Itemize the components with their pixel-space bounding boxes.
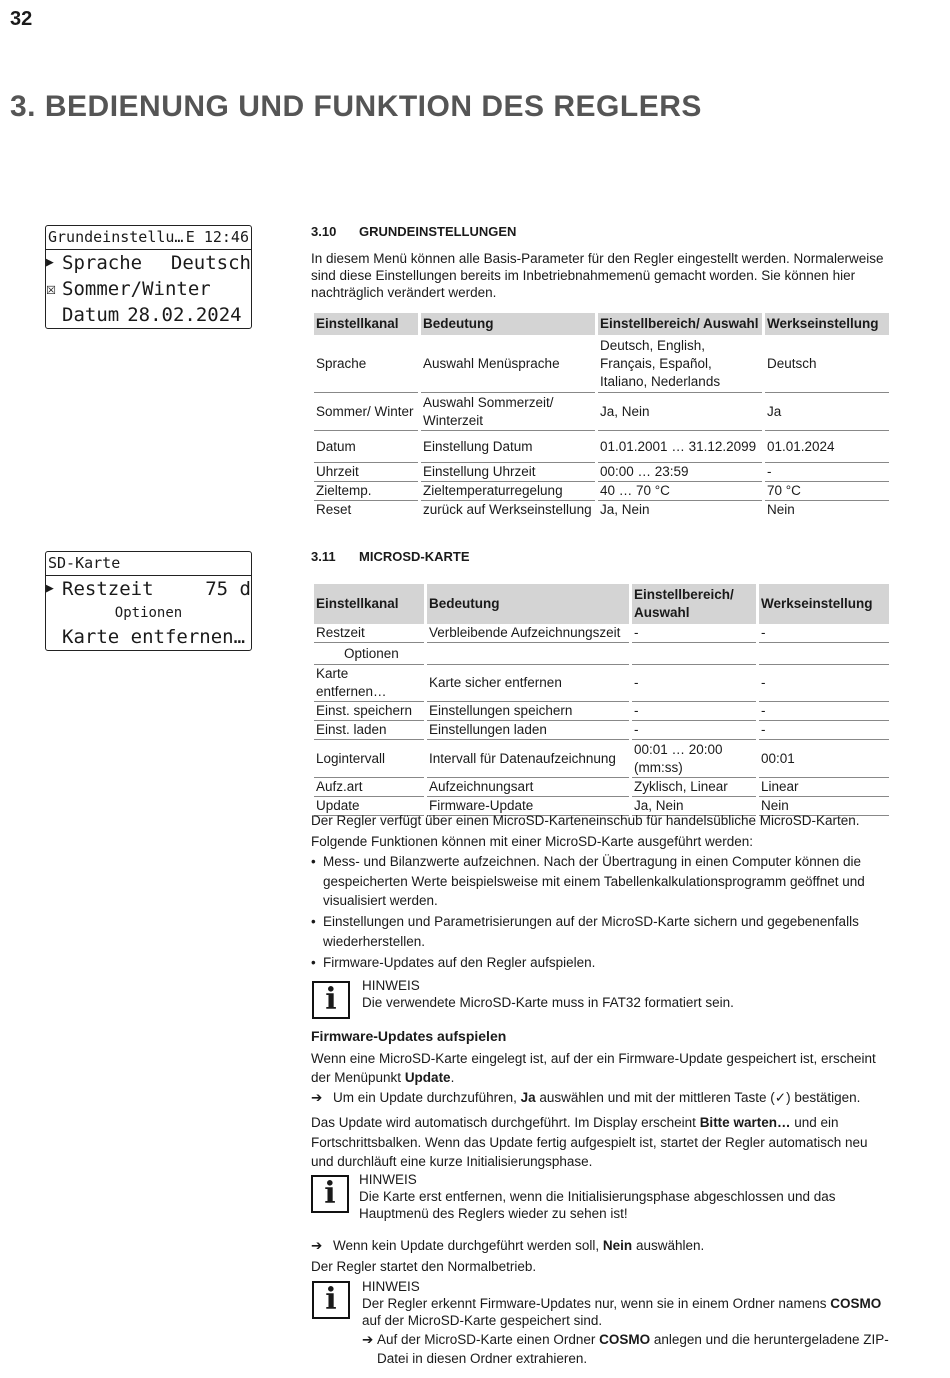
- table-cell: Zieltemp.: [314, 482, 418, 501]
- lcd-row-label: Restzeit: [62, 578, 154, 600]
- table-cell: -: [632, 702, 756, 721]
- selection-arrow-icon: ▶: [46, 255, 54, 270]
- table-cell: Deutsch, English, Français, Español, Italiano, Nederlands: [598, 335, 762, 393]
- table-cell: Nein: [759, 797, 889, 816]
- arrow-right-icon: ➔: [311, 1238, 323, 1253]
- table-row: [314, 501, 889, 519]
- hinweis-text: Der Regler erkennt Firmware-Updates nur, wenn sie in einem Ordner namens COSMO auf der MicroSD-Karte gespeichert sind.: [362, 1296, 882, 1328]
- lcd-display-sd-karte: [45, 551, 252, 651]
- table-cell: 01.01.2024: [765, 431, 889, 463]
- info-icon: i: [312, 1281, 350, 1319]
- lcd-row: [46, 250, 251, 276]
- hinweis-note: [362, 1278, 892, 1368]
- lcd-row-label: Karte entfernen…: [62, 626, 246, 648]
- hinweis-label: HINWEIS: [362, 978, 420, 993]
- table-cell: Uhrzeit: [314, 463, 418, 482]
- hinweis-instruction: ➔ Auf der MicroSD-Karte einen Ordner COSMO anlegen und die heruntergeladene ZIP-Datei in diesen Ordner extrahieren.: [362, 1332, 889, 1366]
- list-item: • Mess- und Bilanzwerte aufzeichnen. Nach der Übertragung in einen Computer können die gespeicherten Werte beispielsweise mit einem Tabellenkalkulationsprogramm geöffnet und visualisiert werden.: [311, 852, 886, 911]
- table-cell: Logintervall: [314, 740, 424, 778]
- table-cell: Einst. laden: [314, 721, 424, 740]
- table-row: [314, 702, 889, 721]
- table-cell: [427, 643, 629, 665]
- selection-arrow-icon: ▶: [46, 581, 54, 596]
- table-cell: Update: [314, 797, 424, 816]
- hinweis-label: HINWEIS: [362, 1279, 420, 1294]
- list-item: • Einstellungen und Parametrisierungen auf der MicroSD-Karte sichern und gegebenenfalls wiederherstellen.: [311, 912, 886, 951]
- section-intro: In diesem Menü können alle Basis-Parameter für den Regler eingestellt werden. Normalerweise sind diese Einstellungen bereits im Inbetriebnahmemenü gemacht worden. Sie können hier nachträglich verändert werden.: [311, 251, 884, 300]
- lcd-header-title: Grundeinstellu…: [48, 228, 184, 246]
- table-cell: Firmware-Update: [427, 797, 629, 816]
- grundeinstellungen-table: [311, 313, 892, 519]
- table-row: [314, 393, 889, 431]
- table-cell: [632, 643, 756, 665]
- lcd-row: [46, 624, 251, 650]
- table-cell: 00:01 … 20:00 (mm:ss): [632, 740, 756, 778]
- arrow-right-icon: ➔: [311, 1090, 323, 1105]
- lcd-row-label: Sommer/Winter: [62, 278, 211, 300]
- table-header-row: [314, 313, 889, 335]
- table-cell: Restzeit: [314, 624, 424, 643]
- table-cell: Verbleibende Aufzeichnungszeit: [427, 624, 629, 643]
- menu-item-name: Update: [404, 1070, 451, 1085]
- instruction-step: ➔ Wenn kein Update durchgeführt werden soll, Nein auswählen.: [311, 1238, 705, 1253]
- lcd-row-value: Deutsch: [170, 252, 251, 274]
- table-cell: 00:00 … 23:59: [598, 463, 762, 482]
- lcd-header: [46, 552, 251, 576]
- table-cell: Reset: [316, 502, 352, 517]
- chapter-title: 3. BEDIENUNG UND FUNKTION DES REGLERS: [10, 90, 702, 123]
- table-header: Bedeutung: [421, 313, 595, 335]
- table-row: [314, 335, 889, 393]
- table-row: [314, 721, 889, 740]
- table-cell: Zyklisch, Linear: [632, 778, 756, 797]
- table-cell: -: [759, 721, 889, 740]
- lcd-row-marker: [46, 302, 62, 328]
- hinweis-text: Die verwendete MicroSD-Karte muss in FAT32 formatiert sein.: [362, 995, 734, 1010]
- section-heading-3-11: [311, 549, 470, 564]
- table-header: Werkseinstellung: [765, 313, 889, 335]
- lcd-header-time: E 12:46: [185, 228, 249, 246]
- table-cell: 01.01.2001 … 31.12.2099: [598, 431, 762, 463]
- lcd-row-value: 28.02.2024: [127, 304, 242, 326]
- table-row: [314, 463, 889, 482]
- list-item: • Firmware-Updates auf den Regler aufspielen.: [311, 953, 886, 973]
- table-cell: Ja, Nein: [632, 797, 756, 816]
- info-icon: i: [312, 981, 350, 1019]
- table-cell: Datum: [314, 431, 418, 463]
- table-row: [314, 624, 889, 643]
- table-cell: Karte entfernen…: [314, 665, 424, 702]
- table-cell: 40 … 70 °C: [598, 482, 762, 501]
- section-heading-3-10: [311, 224, 516, 239]
- table-row: [314, 778, 889, 797]
- table-header: Einstellkanal: [314, 584, 424, 624]
- table-cell: Nein: [767, 502, 795, 517]
- table-cell: Ja: [765, 393, 889, 431]
- section-title: GRUNDEINSTELLUNGEN: [359, 224, 517, 239]
- table-header-row: [314, 584, 889, 624]
- table-row: [314, 482, 889, 501]
- table-header: Bedeutung: [427, 584, 629, 624]
- table-cell: -: [632, 665, 756, 702]
- table-header: Einstellkanal: [314, 313, 418, 335]
- hinweis-note: [362, 977, 892, 1011]
- table-cell: Einstellung Datum: [421, 431, 595, 463]
- table-cell: Zieltemperaturregelung: [421, 482, 595, 501]
- table-cell: Sprache: [314, 335, 418, 393]
- table-cell: Einst. speichern: [314, 702, 424, 721]
- table-cell: Einstellungen laden: [427, 721, 629, 740]
- arrow-right-icon: ➔: [362, 1332, 374, 1347]
- microsd-description: Der Regler verfügt über einen MicroSD-Karteneinschub für handelsübliche MicroSD-Karten.: [311, 813, 860, 828]
- table-cell: Ja, Nein: [600, 502, 650, 517]
- hinweis-label: HINWEIS: [359, 1172, 417, 1187]
- table-cell: -: [765, 463, 889, 482]
- table-cell: 70 °C: [765, 482, 889, 501]
- page-number: 32: [10, 8, 33, 30]
- checkbox-checked-icon: ☒: [46, 279, 57, 299]
- microsd-table: [311, 584, 892, 816]
- table-row: [314, 643, 889, 665]
- table-cell: -: [759, 665, 889, 702]
- table-cell: Deutsch: [765, 335, 889, 393]
- lcd-row-value: 75 d: [205, 578, 251, 600]
- lcd-row: [46, 276, 251, 302]
- table-cell: [759, 643, 889, 665]
- table-cell: 00:01: [759, 740, 889, 778]
- table-cell: zurück auf Werkseinstellung: [423, 502, 592, 517]
- section-number: 3.10: [311, 224, 337, 239]
- subsection-heading: Firmware-Updates aufspielen: [311, 1028, 507, 1044]
- instruction-step: ➔ Um ein Update durchzuführen, Ja auswählen und mit der mittleren Taste (✓) bestätigen.: [311, 1090, 861, 1105]
- table-cell: Linear: [759, 778, 889, 797]
- table-cell: -: [632, 721, 756, 740]
- hinweis-note: [359, 1171, 892, 1222]
- lcd-header: [46, 226, 251, 250]
- lcd-row: [46, 576, 251, 602]
- table-header: Einstellbereich/ Auswahl: [598, 313, 762, 335]
- lcd-submenu-label: Optionen: [114, 605, 183, 621]
- hinweis-text: Die Karte erst entfernen, wenn die Initialisierungsphase abgeschlossen und das Hauptmenü des Reglers wieder zu sehen ist!: [359, 1189, 836, 1221]
- table-cell: -: [759, 624, 889, 643]
- table-row: [314, 431, 889, 463]
- microsd-functions-intro: Folgende Funktionen können mit einer MicroSD-Karte ausgeführt werden:: [311, 834, 753, 849]
- update-paragraph-3: Der Regler startet den Normalbetrieb.: [311, 1259, 537, 1274]
- table-cell: Einstellungen speichern: [427, 702, 629, 721]
- table-cell: Optionen: [314, 643, 424, 665]
- display-message: Bitte warten…: [699, 1115, 791, 1130]
- section-title: MICROSD-KARTE: [359, 549, 470, 564]
- table-cell: Ja, Nein: [598, 393, 762, 431]
- table-row: [314, 665, 889, 702]
- lcd-row-center: [46, 602, 251, 624]
- lcd-header-title: SD-Karte: [48, 554, 121, 572]
- microsd-function-list: [311, 852, 886, 974]
- lcd-display-grundeinstellungen: [45, 225, 252, 329]
- lcd-row-label: Datum: [62, 304, 120, 326]
- table-cell: Einstellung Uhrzeit: [421, 463, 595, 482]
- lcd-row: [46, 302, 251, 328]
- table-cell: Auswahl Sommerzeit/ Winterzeit: [421, 393, 595, 431]
- lcd-row-label: Sprache: [62, 252, 143, 274]
- table-cell: Auswahl Menüsprache: [421, 335, 595, 393]
- update-paragraph-2: Das Update wird automatisch durchgeführt. Im Display erscheint Bitte warten… und ein Fortschrittsbalken. Wenn das Update fertig aufgespielt ist, startet der Regler automatisch neu und durchläuft eine kurze Initialisierungsphase.: [311, 1115, 868, 1169]
- table-header: Werkseinstellung: [759, 584, 889, 624]
- section-number: 3.11: [311, 549, 336, 564]
- table-cell: -: [632, 624, 756, 643]
- table-header: Einstellbereich/ Auswahl: [632, 584, 756, 624]
- table-cell: Karte sicher entfernen: [427, 665, 629, 702]
- table-cell: Aufz.art: [314, 778, 424, 797]
- table-row: [314, 740, 889, 778]
- table-cell: Aufzeichnungsart: [427, 778, 629, 797]
- info-icon: i: [311, 1175, 349, 1213]
- update-paragraph-1: Wenn eine MicroSD-Karte eingelegt ist, auf der ein Firmware-Update gespeichert ist, erscheint der Menüpunkt Update.: [311, 1051, 876, 1085]
- table-cell: -: [759, 702, 889, 721]
- table-cell: Intervall für Datenaufzeichnung: [427, 740, 629, 778]
- table-cell: Sommer/ Winter: [314, 393, 418, 431]
